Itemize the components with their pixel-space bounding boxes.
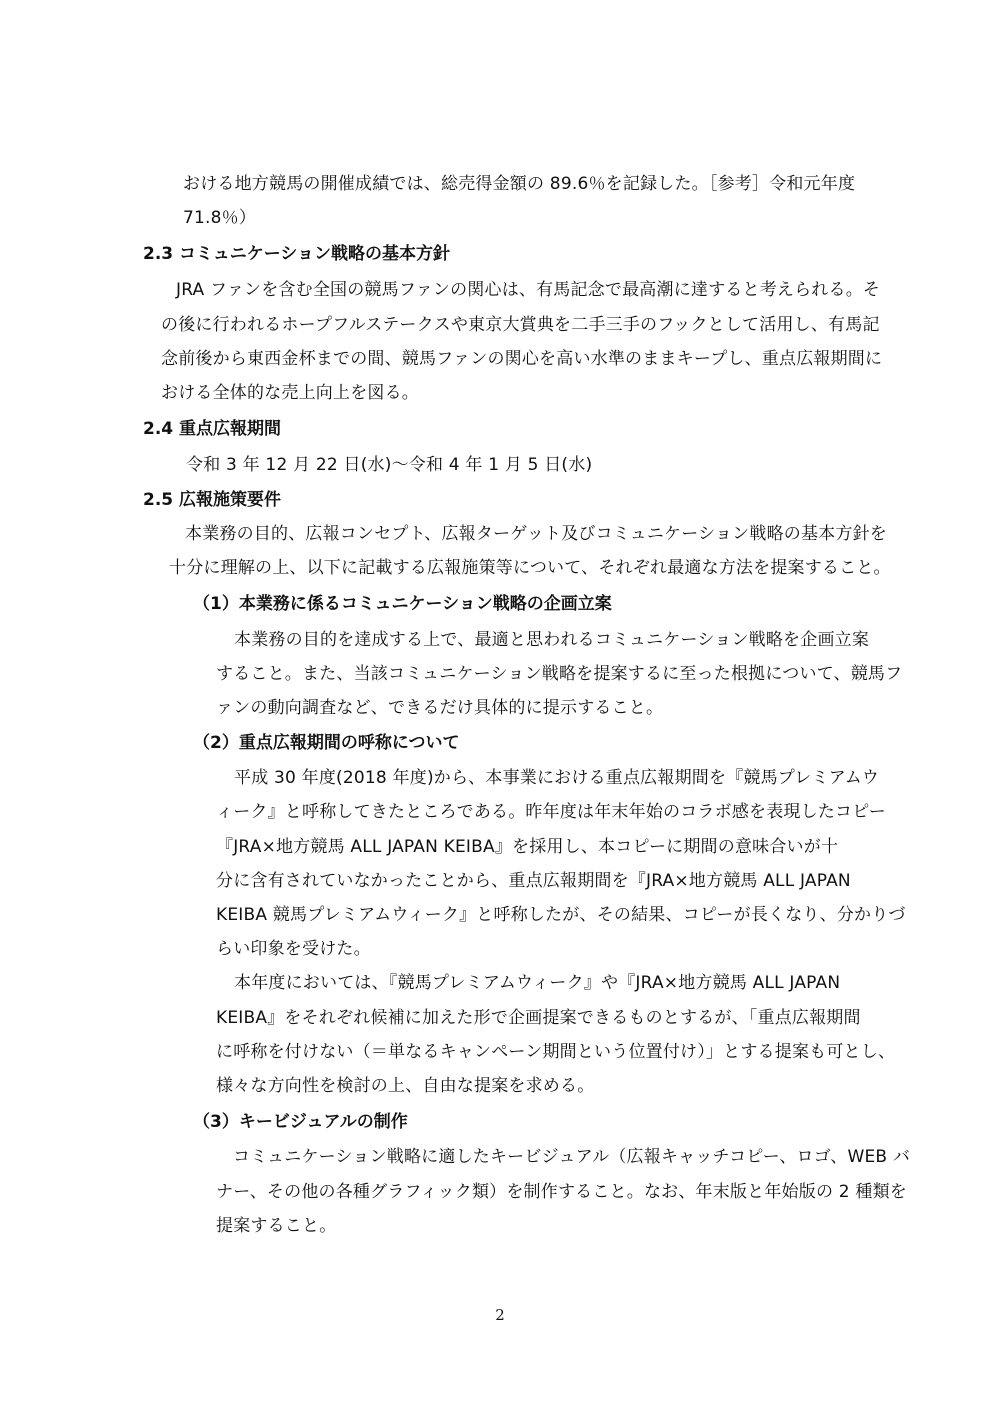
sub3-line-2: ナー、その他の各種グラフィック類）を制作すること。なお、年末版と年始版の 2 種類を xyxy=(216,1182,907,1202)
s23-line-2: の後に行われるホープフルステークスや東京大賞典を二手三手のフックとして活用し、有馬記 xyxy=(161,315,880,335)
s25-line-1: 本業務の目的、広報コンセプト、広報ターゲット及びコミュニケーション戦略の基本方針を xyxy=(185,524,887,544)
sub2-line-1: 平成 30 年度(2018 年度)から、本事業における重点広報期間を『競馬プレミアムウ xyxy=(234,768,880,788)
sub2-line-6: らい印象を受けた。 xyxy=(216,939,371,959)
heading-2-4: 2.4 重点広報期間 xyxy=(143,419,282,439)
sub2-line-9: に呼称を付けない（＝単なるキャンペーン期間という位置付け）」とする提案も可とし、 xyxy=(216,1042,896,1062)
sub2-line-4: 分に含有されていなかったことから、重点広報期間を『JRA×地方競馬 ALL JAPAN xyxy=(216,871,851,891)
heading-2-3: 2.3 コミュニケーション戦略の基本方針 xyxy=(143,244,451,264)
sub2-line-8: KEIBA』をそれぞれ候補に加えた形で企画提案できるものとするが、「重点広報期間 xyxy=(216,1008,861,1028)
sub3-line-3: 提案すること。 xyxy=(216,1216,337,1236)
s25-line-2: 十分に理解の上、以下に記載する広報施策等について、それぞれ最適な方法を提案すること。 xyxy=(169,558,891,578)
sub1-line-1: 本業務の目的を達成する上で、最適と思われるコミュニケーション戦略を企画立案 xyxy=(234,630,870,650)
sub3-line-1: コミュニケーション戦略に適したキービジュアル（広報キャッチコピー、ロゴ、WEB バ xyxy=(233,1147,911,1167)
intro-line-1: おける地方競馬の開催成績では、総売得金額の 89.6％を記録した。［参考］令和元年度 xyxy=(183,174,856,194)
page-number: 2 xyxy=(495,1306,505,1324)
s24-line-1: 令和 3 年 12 月 22 日(水)～令和 4 年 1 月 5 日(水) xyxy=(186,455,593,475)
sub2-line-7: 本年度においては、『競馬プレミアムウィーク』や『JRA×地方競馬 ALL JAPAN xyxy=(234,973,841,993)
sub1-line-3: ァンの動向調査など、できるだけ具体的に提示すること。 xyxy=(216,698,664,718)
sub2-heading: （2）重点広報期間の呼称について xyxy=(193,733,460,753)
intro-line-2: 71.8％） xyxy=(183,208,257,228)
sub2-line-2: ィーク』と呼称してきたところである。昨年度は年末年始のコラボ感を表現したコピー xyxy=(216,802,886,822)
s23-line-1: JRA ファンを含む全国の競馬ファンの関心は、有馬記念で最高潮に達すると考えられる。そ xyxy=(176,280,881,300)
s23-line-4: おける全体的な売上向上を図る。 xyxy=(161,383,419,403)
s23-line-3: 念前後から東西金杯までの間、競馬ファンの関心を高い水準のままキープし、重点広報期間に xyxy=(161,349,883,369)
sub2-line-3: 『JRA×地方競馬 ALL JAPAN KEIBA』を採用し、本コピーに期間の意味合いが十 xyxy=(216,837,839,857)
sub2-line-5: KEIBA 競馬プレミアムウィーク』と呼称したが、その結果、コピーが長くなり、分かりづ xyxy=(216,905,906,925)
sub2-line-10: 様々な方向性を検討の上、自由な提案を求める。 xyxy=(216,1076,595,1096)
sub3-heading: （3）キービジュアルの制作 xyxy=(193,1112,408,1132)
sub1-line-2: すること。また、当該コミュニケーション戦略を提案するに至った根拠について、競馬フ xyxy=(216,664,903,684)
heading-2-5: 2.5 広報施策要件 xyxy=(143,490,282,510)
sub1-heading: （1）本業務に係るコミュニケーション戦略の企画立案 xyxy=(193,594,612,614)
